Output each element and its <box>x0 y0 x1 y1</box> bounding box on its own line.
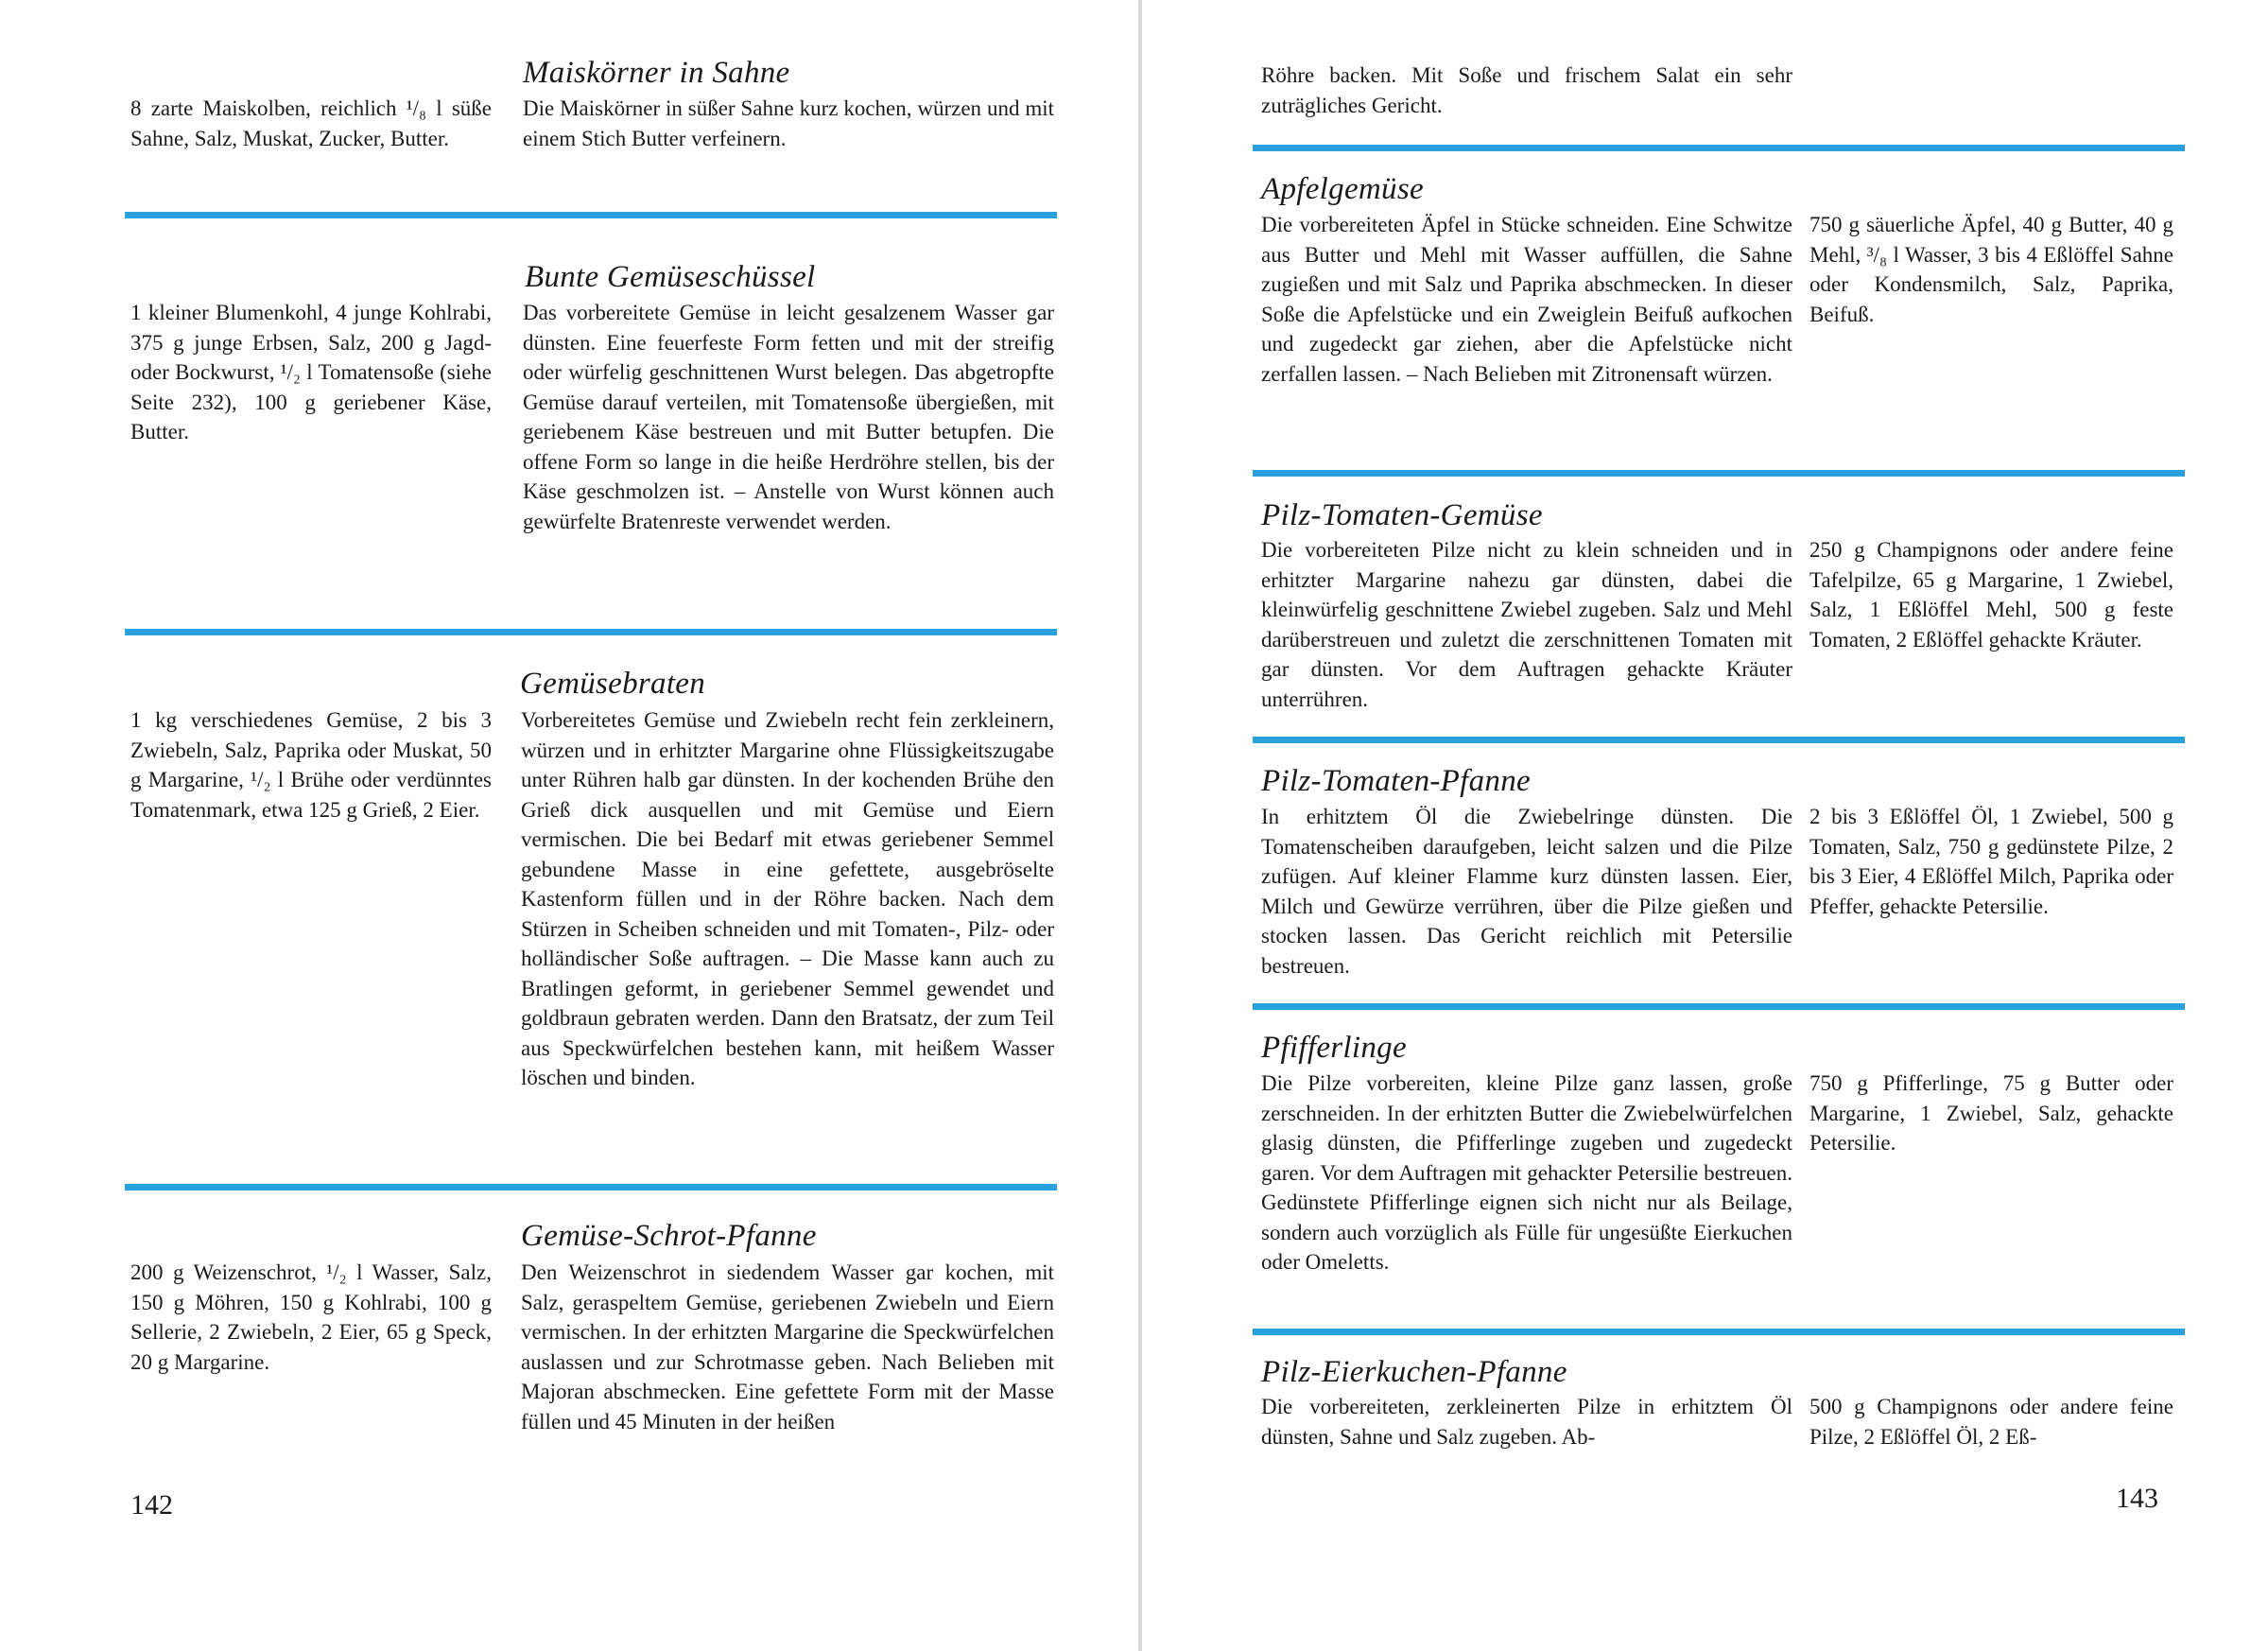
recipe-ingredients: 1 kleiner Blumenkohl, 4 junge Kohlrabi, 375 g junge Erbsen, Salz, 200 g Jagd- oder Bockwurst, ¹/₂ l Tomatensoße (siehe Seite 232), 100 g geriebener Käse, Butter. <box>130 301 492 443</box>
continued-text: Röhre backen. Mit Soße und frischem Salat ein sehr zuträgliches Gericht. <box>1261 63 1792 117</box>
right-page <box>1142 0 2268 1651</box>
section-divider <box>1253 1329 2185 1335</box>
section-divider <box>125 629 1057 635</box>
section-divider <box>125 212 1057 218</box>
recipe-title: Apfelgemüse <box>1261 172 1424 206</box>
section-divider <box>125 1184 1057 1190</box>
recipe-title: Gemüse-Schrot-Pfanne <box>521 1219 817 1253</box>
recipe-ingredients: 2 bis 3 Eßlöffel Öl, 1 Zwiebel, 500 g Tomaten, Salz, 750 g gedünstete Pilze, 2 bis 3 Eier, 4 Eßlöffel Milch, Paprika oder Pfeffer, gehackte Petersilie. <box>1809 805 2173 918</box>
recipe-ingredients: 200 g Weizenschrot, ¹/₂ l Wasser, Salz, 150 g Möhren, 150 g Kohlrabi, 100 g Sellerie, 2 Zwiebeln, 2 Eier, 65 g Speck, 20 g Margarine. <box>130 1260 492 1374</box>
recipe-ingredients: 500 g Champignons oder andere feine Pilze, 2 Eßlöffel Öl, 2 Eß- <box>1809 1395 2173 1449</box>
section-divider <box>1253 1003 2185 1010</box>
recipe-instructions: Die vorbereiteten, zerkleinerten Pilze in erhitztem Öl dünsten, Sahne und Salz zugeben. Ab- <box>1261 1395 1792 1449</box>
recipe-instructions: Die vorbereiteten Pilze nicht zu klein schneiden und in erhitzter Margarine nahezu gar dünsten, dabei die kleinwürfelig geschnittene Zwiebel zugeben. Salz und Mehl darüberstreuen und zuletzt die zerschnittenen Tomaten mit gar dünsten. Vor dem Auftragen gehackte Kräuter unterrühren. <box>1261 538 1792 711</box>
section-divider <box>1253 470 2185 477</box>
section-divider <box>1253 737 2185 743</box>
recipe-instructions: Die Maiskörner in süßer Sahne kurz kochen, würzen und mit einem Stich Butter verfeinern. <box>523 96 1054 150</box>
section-divider <box>1253 145 2185 151</box>
recipe-ingredients: 750 g Pfifferlinge, 75 g Butter oder Margarine, 1 Zwiebel, Salz, gehackte Petersilie. <box>1809 1071 2173 1155</box>
recipe-title: Pilz-Tomaten-Gemüse <box>1261 498 1543 532</box>
recipe-title: Pilz-Tomaten-Pfanne <box>1261 764 1531 798</box>
recipe-title: Pfifferlinge <box>1261 1031 1407 1065</box>
page-number: 142 <box>130 1489 173 1521</box>
recipe-instructions: In erhitztem Öl die Zwiebelringe dünsten. Die Tomatenscheiben daraufgeben, leicht salzen und die Pilze zufügen. Auf kleiner Flamme kurz dünsten lassen. Eier, Milch und Gewürze verrühren, über die Pilze gießen und stocken lassen. Das Gericht reichlich mit Petersilie bestreuen. <box>1261 805 1792 978</box>
recipe-ingredients: 250 g Champignons oder andere feine Tafelpilze, 65 g Margarine, 1 Zwiebel, Salz, 1 Eßlöffel Mehl, 500 g feste Tomaten, 2 Eßlöffel gehackte Kräuter. <box>1809 538 2173 652</box>
page-number: 143 <box>2116 1483 2158 1514</box>
recipe-ingredients: 1 kg verschiedenes Gemüse, 2 bis 3 Zwiebeln, Salz, Paprika oder Muskat, 50 g Margarine, ¹/₂ l Brühe oder verdünntes Tomatenmark, etwa 125 g Grieß, 2 Eier. <box>130 708 492 822</box>
recipe-instructions: Das vorbereitete Gemüse in leicht gesalzenem Wasser gar dünsten. Eine feuerfeste Form fetten und mit der streifig oder würfelig geschnittenen Wurst belegen. Das abgetropfte Gemüse darauf verteilen, mit Tomatensoße übergießen, mit geriebenem Käse bestreuen und mit Butter betupfen. Die offene Form so lange in die heiße Herdröhre stellen, bis der Käse geschmolzen ist. – Anstelle von Wurst können auch gewürfelte Bratenreste verwendet werden. <box>523 301 1054 533</box>
recipe-instructions: Die vorbereiteten Äpfel in Stücke schneiden. Eine Schwitze aus Butter und Mehl mit Wasser auffüllen, die Sahne zugießen und mit Salz und Paprika abschmecken. In dieser Soße die Apfelstücke und ein Zweiglein Beifuß aufkochen und zugedeckt gar ziehen, aber die Apfelstücke nicht zerfallen lassen. – Nach Belieben mit Zitronensaft würzen. <box>1261 213 1792 386</box>
recipe-instructions: Die Pilze vorbereiten, kleine Pilze ganz lassen, große zerschneiden. In der erhitzten Butter die Zwiebelwürfelchen glasig dünsten, die Pfifferlinge zugeben und zugedeckt garen. Vor dem Auftragen mit gehackter Petersilie bestreuen. Gedünstete Pfifferlinge eignen sich nicht nur als Beilage, sondern auch vorzüglich als Fülle für ungesüßte Eierkuchen oder Omeletts. <box>1261 1071 1792 1274</box>
recipe-title: Pilz-Eierkuchen-Pfanne <box>1261 1355 1567 1389</box>
recipe-title: Gemüsebraten <box>520 667 706 701</box>
recipe-instructions: Den Weizenschrot in siedendem Wasser gar kochen, mit Salz, geraspeltem Gemüse, geriebenen Zwiebeln und Eiern vermischen. In der erhitzten Margarine die Speckwürfelchen auslassen und zur Schrotmasse geben. Nach Belieben mit Majoran abschmecken. Eine gefettete Form mit der Masse füllen und 45 Minuten in der heißen <box>521 1260 1054 1434</box>
recipe-ingredients: 8 zarte Maiskolben, reichlich ¹/₈ l süße Sahne, Salz, Muskat, Zucker, Butter. <box>130 96 492 150</box>
recipe-title: Bunte Gemüseschüssel <box>525 260 816 294</box>
recipe-instructions: Vorbereitetes Gemüse und Zwiebeln recht fein zerkleinern, würzen und in erhitzter Margarine ohne Flüssigkeitszugabe unter Rühren halb gar dünsten. In der kochenden Brühe den Grieß dick ausquellen und mit Gemüse und Eiern vermischen. Die bei Bedarf mit etwas geriebener Semmel gebundene Masse in eine gefettete, ausgebröselte Kastenform füllen und in der Röhre backen. Nach dem Stürzen in Scheiben schneiden und mit Tomaten-, Pilz- oder holländischer Soße auftragen. – Die Masse kann auch zu Bratlingen geformt, in geriebener Semmel gewendet und goldbraun gebraten werden. Dann den Bratsatz, der zum Teil aus Speckwürfelchen bestehen kann, mit heißem Wasser löschen und binden. <box>521 708 1054 1089</box>
recipe-title: Maiskörner in Sahne <box>523 56 790 90</box>
recipe-ingredients: 750 g säuerliche Äpfel, 40 g Butter, 40 g Mehl, ³/₈ l Wasser, 3 bis 4 Eßlöffel Sahne oder Kondensmilch, Salz, Paprika, Beifuß. <box>1809 213 2173 326</box>
